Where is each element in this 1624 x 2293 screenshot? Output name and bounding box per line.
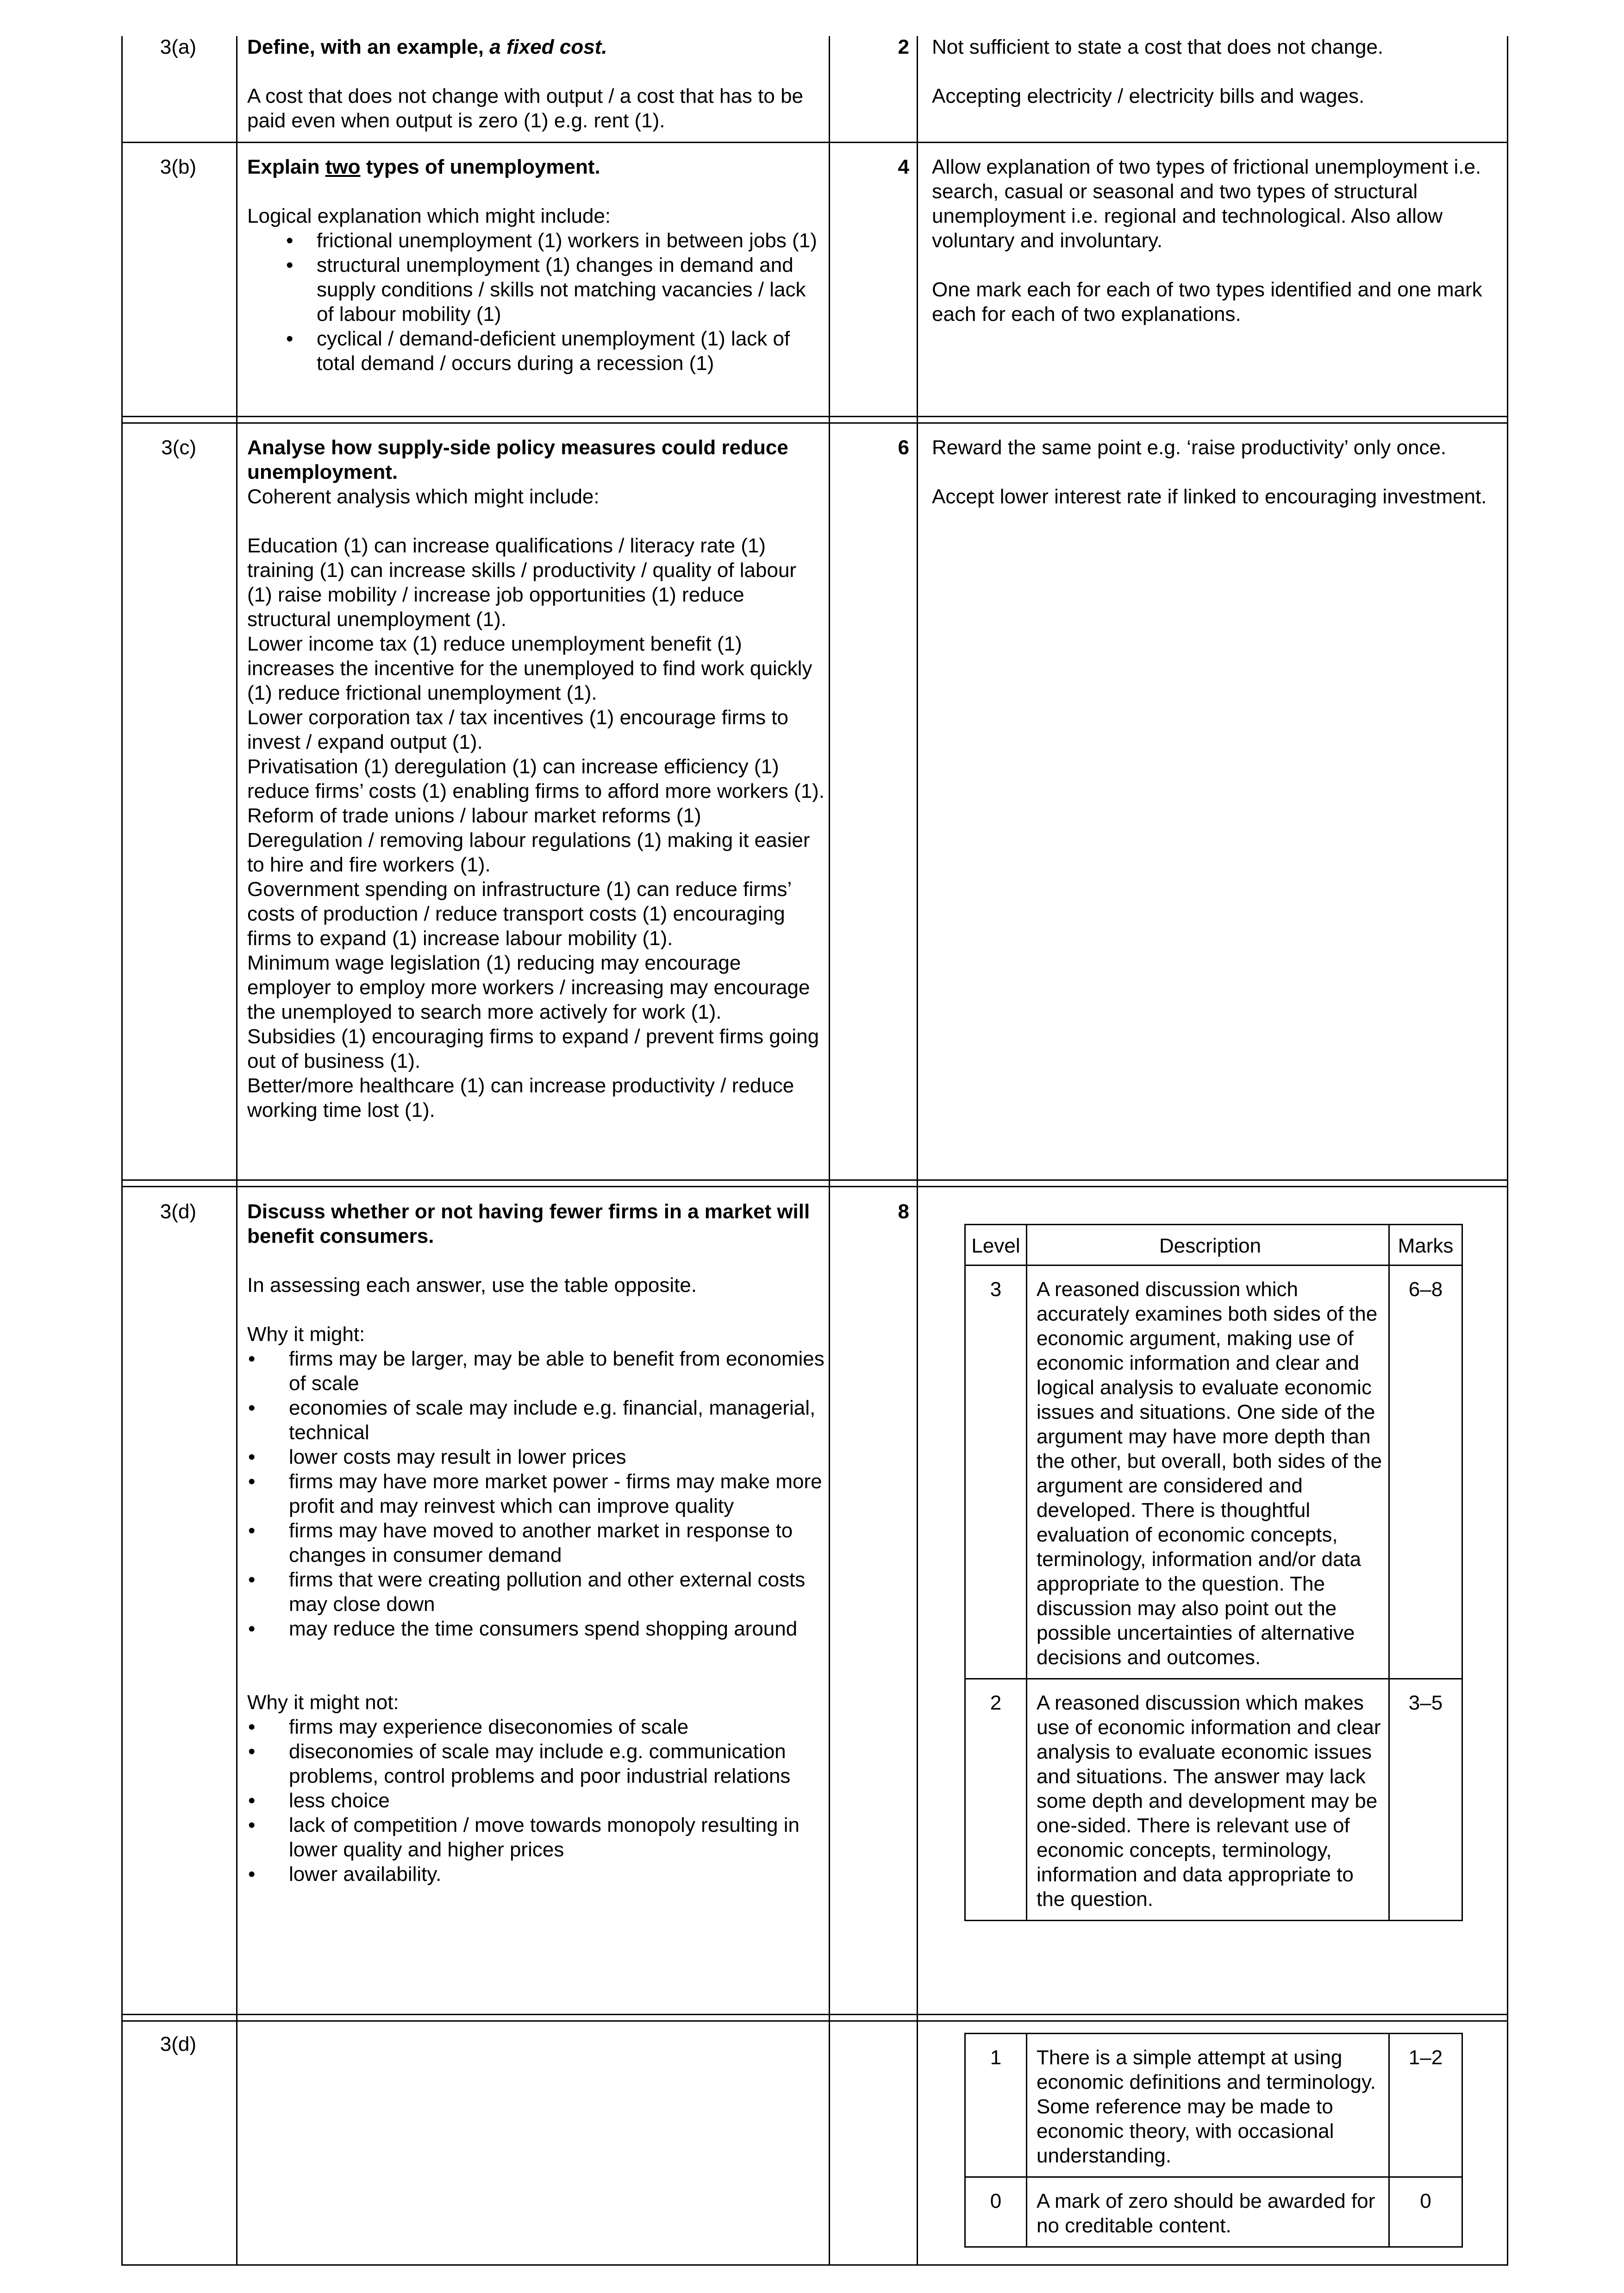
level-description: A reasoned discussion which accurately examines both sides of the economic argument, making use of economic information and clear and logical analysis to evaluate economic issues and situations. One side of the argument may have more depth than the other, but overall, both sides of the argument are considered and developed. There is thoughtful evaluation of economic concepts, terminology, information and/or data appropriate to the question. The discussion may also point out the possible uncertainties of alternative decisions and outcomes. [1027, 1266, 1389, 1679]
question-number-3a: 3(a) [160, 36, 196, 58]
prompt-text: Define, with an example, [247, 36, 490, 58]
list-item: • firms may experience diseconomies of scale [247, 1715, 826, 1739]
level-table-header [965, 1225, 1462, 1266]
guidance-note: Not sufficient to state a cost that does not change. [932, 36, 1384, 58]
guidance-note: Accept lower interest rate if linked to encouraging investment. [932, 485, 1487, 508]
grid-line-left [121, 36, 123, 2266]
list-item: • frictional unemployment (1) workers in between jobs (1) [247, 228, 826, 253]
question-number-3b: 3(b) [160, 156, 196, 178]
analysis-point: Deregulation / removing labour regulations (1) making it easier to hire and fire workers (1). [247, 829, 810, 876]
list-item: • firms that were creating pollution and other external costs may close down [247, 1567, 826, 1616]
guidance-cell-3c [932, 435, 1506, 509]
list-item: • may reduce the time consumers spend shopping around [247, 1616, 826, 1641]
level-number: 1 [965, 2034, 1027, 2177]
section-heading-why-it-might: Why it might: [247, 1323, 365, 1346]
prompt-text: types of unemployment. [360, 156, 600, 178]
question-number-3d: 3(d) [160, 1200, 196, 1223]
marks-3c: 6 [898, 436, 909, 459]
list-item: • firms may have moved to another market in response to changes in consumer demand [247, 1518, 826, 1567]
row-divider-3c-1 [121, 1179, 1508, 1181]
model-answer-3a: A cost that does not change with output / a cost that has to be paid even when output is zero (1) e.g. rent (1). [247, 85, 804, 132]
analysis-point: Reform of trade unions / labour market reforms (1) [247, 804, 701, 827]
analysis-point: Privatisation (1) deregulation (1) can increase efficiency (1) reduce firms’ costs (1) enabling firms to afford more workers (1). [247, 755, 825, 802]
level-number: 2 [965, 1679, 1027, 1921]
analysis-point: Education (1) can increase qualifications / literacy rate (1) training (1) can increase skills / productivity / quality of labour (1) raise mobility / increase job opportunities (1) reduce structural unemployment (1). [247, 534, 797, 631]
answer-intro-3b: Logical explanation which might include: [247, 205, 611, 227]
grid-line-col3 [917, 36, 918, 2266]
marks-header: Marks [1389, 1225, 1462, 1266]
guidance-note: Allow explanation of two types of frictional unemployment i.e. search, casual or seasonal and two types of structural unemployment i.e. regional and technological. Also allow voluntary and involuntary. [932, 156, 1481, 252]
analysis-point: Minimum wage legislation (1) reducing may encourage employer to employ more workers / increasing may encourage the unemployed to search more actively for work (1). [247, 952, 810, 1023]
level-descriptor-table [964, 1224, 1463, 1921]
row-divider-3a [121, 142, 1508, 143]
question-number-3c: 3(c) [161, 436, 196, 459]
level-row-2 [965, 1679, 1462, 1921]
bullet-list-why-it-might [247, 1347, 826, 1641]
list-item: • firms may have more market power - firms may make more profit and may reinvest which can improve quality [247, 1469, 826, 1518]
description-header: Description [1027, 1225, 1389, 1266]
level-marks: 6–8 [1389, 1266, 1462, 1679]
level-description: A mark of zero should be awarded for no creditable content. [1027, 2177, 1389, 2247]
analysis-point: Lower corporation tax / tax incentives (1) encourage firms to invest / expand output (1). [247, 706, 788, 753]
level-number: 3 [965, 1266, 1027, 1679]
marks-3b: 4 [898, 156, 909, 178]
question-prompt-3a [247, 35, 826, 59]
level-row-1 [965, 2034, 1462, 2177]
row-divider-3b-2 [121, 422, 1508, 424]
answer-intro-3d: In assessing each answer, use the table opposite. [247, 1274, 697, 1297]
marks-3a: 2 [898, 36, 909, 58]
level-row-3 [965, 1266, 1462, 1679]
guidance-note: One mark each for each of two types identified and one mark each for each of two explanations. [932, 278, 1482, 326]
prompt-italic-term: a fixed cost. [489, 36, 607, 58]
bullet-list-why-it-might-not [247, 1715, 826, 1886]
question-prompt-3d: Discuss whether or not having fewer firms in a market will benefit consumers. [247, 1200, 810, 1247]
section-heading-why-it-might-not: Why it might not: [247, 1691, 399, 1714]
question-number-3d-continued: 3(d) [160, 2033, 196, 2055]
answer-cell-3d [247, 1199, 826, 1886]
level-row-0 [965, 2177, 1462, 2247]
guidance-note: Accepting electricity / electricity bills and wages. [932, 85, 1365, 107]
guidance-note: Reward the same point e.g. ‘raise productivity’ only once. [932, 436, 1447, 459]
answer-cell-3a [247, 35, 826, 133]
level-marks: 1–2 [1389, 2034, 1462, 2177]
analysis-point: Better/more healthcare (1) can increase productivity / reduce working time lost (1). [247, 1074, 794, 1121]
grid-line-col1 [236, 36, 237, 2266]
row-divider-3b-1 [121, 416, 1508, 417]
row-divider-3d-2 [121, 2020, 1508, 2022]
analysis-point: Government spending on infrastructure (1) can reduce firms’ costs of production / reduce transport costs (1) encouraging firms to expand (1) increase labour mobility (1). [247, 878, 791, 950]
list-item: • firms may be larger, may be able to benefit from economies of scale [247, 1347, 826, 1396]
answer-cell-3b [247, 155, 826, 376]
answer-cell-3c [247, 435, 826, 1122]
level-description: There is a simple attempt at using economic definitions and terminology. Some reference may be made to economic theory, with occasional understanding. [1027, 2034, 1389, 2177]
list-item: • structural unemployment (1) changes in demand and supply conditions / skills not matching vacancies / lack of labour mobility (1) [247, 253, 826, 326]
row-divider-3c-2 [121, 1186, 1508, 1187]
list-item: • cyclical / demand-deficient unemployment (1) lack of total demand / occurs during a recession (1) [247, 326, 826, 376]
list-item: • lower costs may result in lower prices [247, 1445, 826, 1469]
guidance-cell-3a [932, 35, 1506, 108]
list-item: • lower availability. [247, 1862, 826, 1886]
level-descriptor-table-continued [964, 2033, 1463, 2248]
row-divider-3d-1 [121, 2014, 1508, 2015]
level-number: 0 [965, 2177, 1027, 2247]
prompt-text: Explain [247, 156, 325, 178]
prompt-underlined-word: two [325, 156, 361, 178]
guidance-cell-3b [932, 155, 1506, 326]
list-item: • less choice [247, 1788, 826, 1813]
question-prompt-3c: Analyse how supply-side policy measures could reduce unemployment. [247, 436, 788, 483]
grid-line-right [1507, 36, 1508, 2266]
level-description: A reasoned discussion which makes use of economic information and clear analysis to evaluate economic issues and situations. The answer may lack some depth and development may be one-sided. There is relevant use of economic concepts, terminology, information and data appropriate to the question. [1027, 1679, 1389, 1921]
analysis-point: Lower income tax (1) reduce unemployment benefit (1) increases the incentive for the unemployed to find work quickly (1) reduce frictional unemployment (1). [247, 633, 812, 704]
list-item: • diseconomies of scale may include e.g. communication problems, control problems and poor industrial relations [247, 1739, 826, 1788]
grid-line-bottom [121, 2264, 1508, 2266]
analysis-point: Subsidies (1) encouraging firms to expand / prevent firms going out of business (1). [247, 1025, 819, 1072]
question-prompt-3b [247, 155, 826, 179]
marks-3d: 8 [898, 1200, 909, 1223]
answer-intro-3c: Coherent analysis which might include: [247, 485, 600, 508]
level-marks: 0 [1389, 2177, 1462, 2247]
level-header: Level [965, 1225, 1027, 1266]
list-item: • lack of competition / move towards monopoly resulting in lower quality and higher prices [247, 1813, 826, 1862]
bullet-list-3b [247, 228, 826, 376]
level-marks: 3–5 [1389, 1679, 1462, 1921]
grid-line-col2 [829, 36, 830, 2266]
list-item: • economies of scale may include e.g. financial, managerial, technical [247, 1396, 826, 1445]
